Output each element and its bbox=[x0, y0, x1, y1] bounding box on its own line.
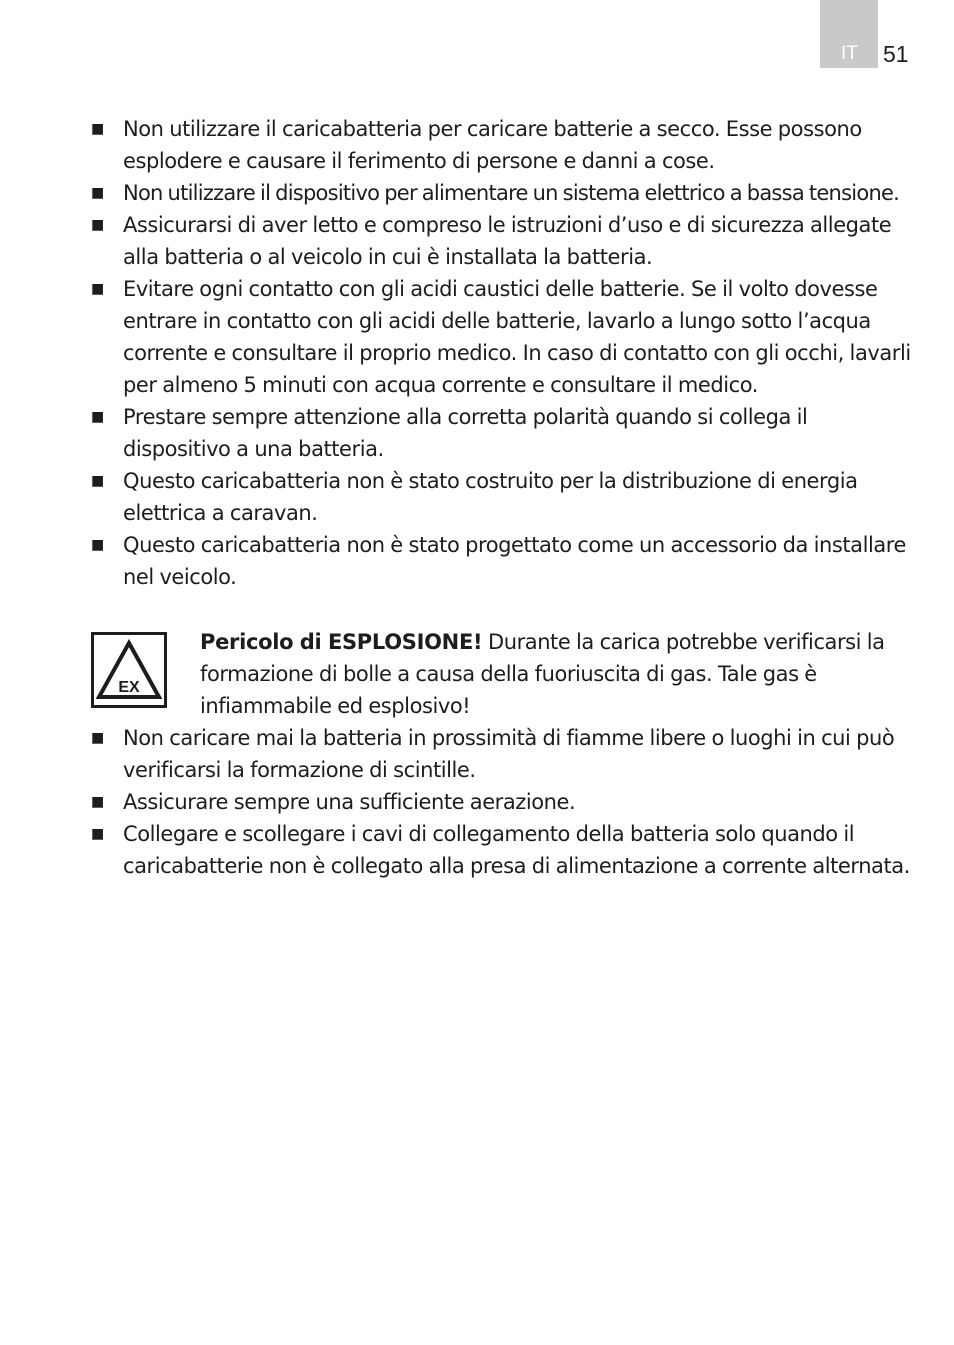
list-item-text: Collegare e scollegare i cavi di collegamento della batteria solo quando il caricabatterie non è collegato alla presa di alimentazione a corrente alternata. bbox=[123, 822, 910, 878]
explosion-hazard-icon bbox=[91, 632, 167, 708]
list-item-text: Non caricare mai la batteria in prossimità di fiamme libere o luoghi in cui può verificarsi la formazione di scintille. bbox=[123, 726, 895, 782]
list-item-text: Assicurare sempre una sufficiente aerazione. bbox=[123, 790, 576, 814]
language-label: IT bbox=[841, 43, 858, 64]
bullet-icon: ■ bbox=[91, 409, 104, 425]
bullet-icon: ■ bbox=[91, 537, 104, 553]
safety-list-bottom bbox=[0, 722, 913, 882]
list-item-text: Assicurarsi di aver letto e compreso le istruzioni d’uso e di sicurezza allegate alla batteria o al veicolo in cui è installata la batteria. bbox=[123, 213, 892, 269]
bullet-icon: ■ bbox=[91, 281, 104, 297]
list-item-text: Non utilizzare il dispositivo per alimentare un sistema elettrico a bassa tensione. bbox=[123, 181, 900, 205]
bullet-icon: ■ bbox=[91, 473, 104, 489]
list-item-text: Prestare sempre attenzione alla corretta polarità quando si collega il dispositivo a una batteria. bbox=[123, 405, 808, 461]
ex-symbol-label: EX bbox=[118, 679, 140, 696]
list-item bbox=[0, 273, 913, 401]
bullet-icon: ■ bbox=[91, 121, 104, 137]
safety-list-top bbox=[0, 113, 913, 593]
list-item bbox=[0, 818, 913, 882]
warning-body: Durante la carica potrebbe verificarsi la formazione di bolle a causa della fuoriuscita di gas. Tale gas è infiammabile ed esplosivo! bbox=[200, 630, 885, 718]
bullet-icon: ■ bbox=[91, 185, 104, 201]
list-item bbox=[0, 209, 913, 273]
list-item-text: Questo caricabatteria non è stato progettato come un accessorio da installare nel veicolo. bbox=[123, 533, 906, 589]
list-item bbox=[0, 401, 913, 465]
page-number: 51 bbox=[883, 41, 909, 67]
warning-paragraph bbox=[200, 626, 900, 722]
bullet-icon: ■ bbox=[91, 794, 104, 810]
list-item bbox=[0, 529, 913, 593]
list-item bbox=[0, 465, 913, 529]
bullet-icon: ■ bbox=[91, 826, 104, 842]
bullet-icon: ■ bbox=[91, 217, 104, 233]
list-item-text: Evitare ogni contatto con gli acidi caustici delle batterie. Se il volto dovesse entrare in contatto con gli acidi delle batterie, lavarlo a lungo sotto l’acqua corrente e consultare il proprio medico. In caso di contatto con gli occhi, lavarli per almeno 5 minuti con acqua corrente e consultare il medico. bbox=[123, 277, 911, 397]
list-item bbox=[0, 177, 913, 209]
bullet-icon: ■ bbox=[91, 730, 104, 746]
list-item bbox=[0, 113, 913, 177]
list-item bbox=[0, 722, 913, 786]
list-item-text: Non utilizzare il caricabatteria per caricare batterie a secco. Esse possono esplodere e causare il ferimento di persone e danni a cose. bbox=[123, 117, 862, 173]
warning-title: Pericolo di ESPLOSIONE! bbox=[200, 630, 483, 654]
list-item bbox=[0, 786, 913, 818]
list-item-text: Questo caricabatteria non è stato costruito per la distribuzione di energia elettrica a caravan. bbox=[123, 469, 858, 525]
